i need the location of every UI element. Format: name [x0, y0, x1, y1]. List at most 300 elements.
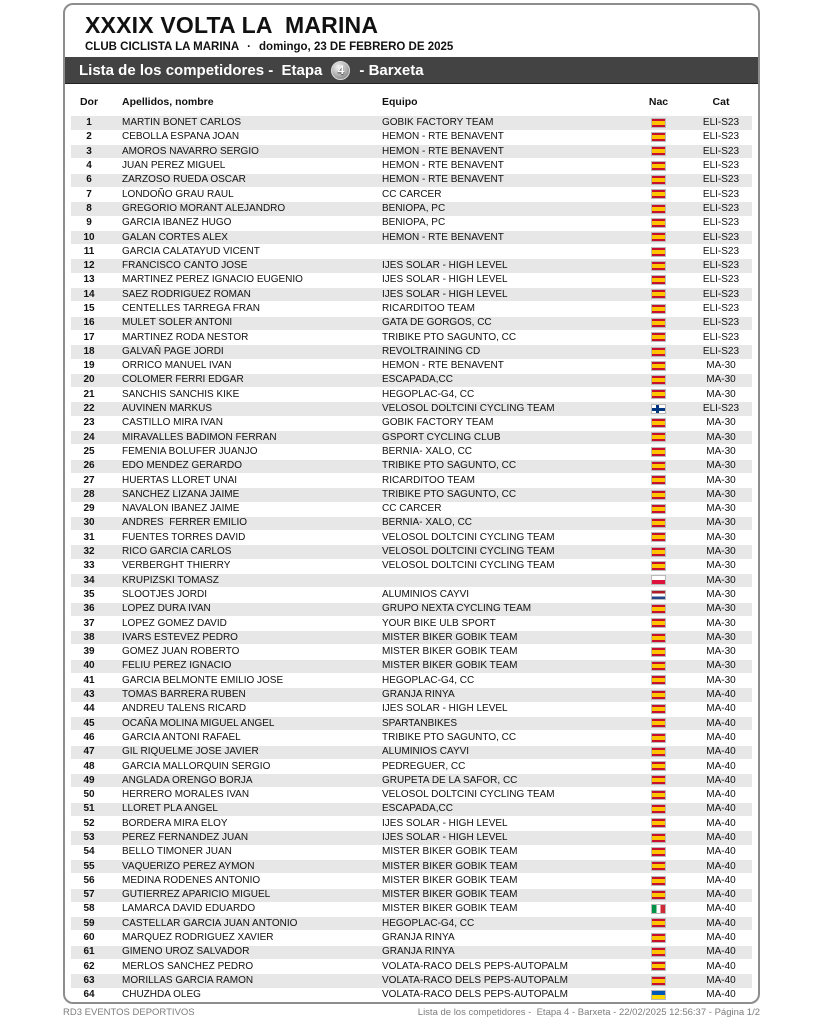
- flag-esp-icon: [651, 347, 666, 357]
- cell-cat: MA-30: [690, 373, 752, 387]
- cell-dor: 3: [71, 145, 107, 159]
- cell-team: VOLATA-RACO DELS PEPS-AUTOPALM: [367, 974, 627, 988]
- cell-name: LOPEZ GOMEZ DAVID: [107, 616, 367, 630]
- table-row: [71, 988, 752, 1002]
- table-row: [71, 688, 752, 702]
- cell-name: MARTINEZ PEREZ IGNACIO EUGENIO: [107, 273, 367, 287]
- cell-cat: MA-30: [690, 645, 752, 659]
- cell-cat: ELI-S23: [690, 288, 752, 302]
- cell-nac: [627, 917, 690, 931]
- table-row: [71, 902, 752, 916]
- cell-dor: 20: [71, 373, 107, 387]
- flag-esp-icon: [651, 461, 666, 471]
- table-row: [71, 130, 752, 144]
- cell-name: GARCIA IBAÑEZ HUGO: [107, 216, 367, 230]
- table-row: [71, 874, 752, 888]
- cell-dor: 41: [71, 674, 107, 688]
- cell-name: LOPEZ DURA IVAN: [107, 602, 367, 616]
- page-footer: [63, 1007, 760, 1018]
- cell-name: FRANCISCO CANTO JOSE: [107, 259, 367, 273]
- flag-ita-icon: [651, 904, 666, 914]
- flag-esp-icon: [651, 704, 666, 714]
- cell-nac: [627, 259, 690, 273]
- table-row: [71, 674, 752, 688]
- table-row: [71, 488, 752, 502]
- cell-team: HEGOPLAC-G4, CC: [367, 388, 627, 402]
- cell-team: BENIOPA, PC: [367, 202, 627, 216]
- cell-team: VELOSOL DOLTCINI CYCLING TEAM: [367, 559, 627, 573]
- cell-name: ANGLADA ORENGO BORJA: [107, 774, 367, 788]
- col-header-name: Apellidos, nombre: [122, 96, 214, 108]
- cell-cat: ELI-S23: [690, 402, 752, 416]
- flag-esp-icon: [651, 747, 666, 757]
- cell-nac: [627, 130, 690, 144]
- flag-esp-icon: [651, 532, 666, 542]
- cell-nac: [627, 960, 690, 974]
- cell-name: CENTELLES TARREGA FRAN: [107, 302, 367, 316]
- cell-nac: [627, 316, 690, 330]
- cell-cat: MA-30: [690, 445, 752, 459]
- flag-esp-icon: [651, 432, 666, 442]
- flag-esp-icon: [651, 161, 666, 171]
- cell-nac: [627, 645, 690, 659]
- flag-esp-icon: [651, 847, 666, 857]
- cell-name: ORRICO MANUEL IVAN: [107, 359, 367, 373]
- cell-nac: [627, 388, 690, 402]
- cell-dor: 61: [71, 945, 107, 959]
- cell-dor: 37: [71, 616, 107, 630]
- club-name: CLUB CICLISTA LA MARINA: [85, 41, 240, 53]
- banner-label-left: Lista de los competidores - Etapa: [79, 61, 323, 79]
- cell-cat: MA-40: [690, 931, 752, 945]
- cell-cat: MA-30: [690, 516, 752, 530]
- cell-team: ALUMINIOS CAYVI: [367, 745, 627, 759]
- cell-dor: 40: [71, 659, 107, 673]
- cell-nac: [627, 459, 690, 473]
- cell-team: HEGOPLAC-G4, CC: [367, 674, 627, 688]
- cell-cat: ELI-S23: [690, 173, 752, 187]
- event-title: XXXIX VOLTA LA MARINA: [85, 12, 379, 38]
- table-row: [71, 230, 752, 244]
- cell-cat: ELI-S23: [690, 130, 752, 144]
- cell-dor: 46: [71, 731, 107, 745]
- flag-esp-icon: [651, 418, 666, 428]
- flag-esp-icon: [651, 690, 666, 700]
- cell-cat: MA-30: [690, 531, 752, 545]
- cell-nac: [627, 202, 690, 216]
- cell-name: GIMENO UROZ SALVADOR: [107, 945, 367, 959]
- table-row: [71, 602, 752, 616]
- table-row: [71, 531, 752, 545]
- flag-esp-icon: [651, 361, 666, 371]
- table-row: [71, 330, 752, 344]
- cell-name: CHUZHDA OLEG: [107, 988, 367, 1002]
- cell-name: SANCHIS SANCHIS KIKE: [107, 388, 367, 402]
- table-row: [71, 616, 752, 630]
- cell-cat: MA-40: [690, 859, 752, 873]
- flag-esp-icon: [651, 332, 666, 342]
- flag-esp-icon: [651, 447, 666, 457]
- cell-name: LONDOÑO GRAU RAUL: [107, 187, 367, 201]
- cell-name: SAEZ RODRIGUEZ ROMAN: [107, 288, 367, 302]
- cell-dor: 12: [71, 259, 107, 273]
- cell-name: JUAN PEREZ MIGUEL: [107, 159, 367, 173]
- cell-cat: MA-30: [690, 416, 752, 430]
- cell-name: GARCIA ANTONI RAFAEL: [107, 731, 367, 745]
- cell-cat: ELI-S23: [690, 187, 752, 201]
- cell-team: GATA DE GORGOS, CC: [367, 316, 627, 330]
- cell-team: MISTER BIKER GOBIK TEAM: [367, 859, 627, 873]
- cell-team: TRIBIKE PTO SAGUNTO, CC: [367, 459, 627, 473]
- cell-name: COLOMER FERRI EDGAR: [107, 373, 367, 387]
- cell-name: TOMAS BARRERA RUBEN: [107, 688, 367, 702]
- cell-name: GUTIERREZ APARICIO MIGUEL: [107, 888, 367, 902]
- table-row: [71, 659, 752, 673]
- table-row: [71, 731, 752, 745]
- cell-dor: 9: [71, 216, 107, 230]
- cell-team: HEMON - RTE BENAVENT: [367, 159, 627, 173]
- cell-team: VELOSOL DOLTCINI CYCLING TEAM: [367, 788, 627, 802]
- table-header-row: [71, 89, 752, 116]
- flag-esp-icon: [651, 775, 666, 785]
- cell-team: HEMON - RTE BENAVENT: [367, 359, 627, 373]
- cell-nac: [627, 945, 690, 959]
- flag-esp-icon: [651, 547, 666, 557]
- cell-cat: MA-40: [690, 817, 752, 831]
- cell-cat: ELI-S23: [690, 216, 752, 230]
- cell-cat: ELI-S23: [690, 316, 752, 330]
- cell-dor: 56: [71, 874, 107, 888]
- table-row: [71, 473, 752, 487]
- table-row: [71, 588, 752, 602]
- table-row: [71, 774, 752, 788]
- table-row: [71, 116, 752, 130]
- cell-cat: ELI-S23: [690, 159, 752, 173]
- flag-esp-icon: [651, 890, 666, 900]
- cell-team: HEMON - RTE BENAVENT: [367, 145, 627, 159]
- cell-name: IVARS ESTEVEZ PEDRO: [107, 631, 367, 645]
- cell-dor: 21: [71, 388, 107, 402]
- cell-nac: [627, 187, 690, 201]
- cell-dor: 24: [71, 431, 107, 445]
- cell-dor: 47: [71, 745, 107, 759]
- cell-team: GRUPO NEXTA CYCLING TEAM: [367, 602, 627, 616]
- cell-name: FEMENIA BOLUFER JUANJO: [107, 445, 367, 459]
- table-row: [71, 960, 752, 974]
- cell-nac: [627, 173, 690, 187]
- cell-cat: ELI-S23: [690, 259, 752, 273]
- cell-nac: [627, 859, 690, 873]
- cell-dor: 45: [71, 716, 107, 730]
- cell-team: VELOSOL DOLTCINI CYCLING TEAM: [367, 402, 627, 416]
- flag-esp-icon: [651, 647, 666, 657]
- cell-cat: MA-40: [690, 960, 752, 974]
- cell-name: MEDINA RODENES ANTONIO: [107, 874, 367, 888]
- cell-cat: MA-40: [690, 759, 752, 773]
- table-row: [71, 359, 752, 373]
- cell-team: ESCAPADA,CC: [367, 373, 627, 387]
- cell-nac: [627, 373, 690, 387]
- cell-nac: [627, 588, 690, 602]
- cell-name: LLORET PLA ANGEL: [107, 802, 367, 816]
- cell-dor: 55: [71, 859, 107, 873]
- stage-number-badge-icon: 4: [331, 61, 350, 80]
- cell-team: IJES SOLAR - HIGH LEVEL: [367, 817, 627, 831]
- flag-esp-icon: [651, 518, 666, 528]
- cell-team: GSPORT CYCLING CLUB: [367, 431, 627, 445]
- cell-name: BORDERA MIRA ELOY: [107, 817, 367, 831]
- flag-esp-icon: [651, 504, 666, 514]
- cell-nac: [627, 845, 690, 859]
- table-row: [71, 859, 752, 873]
- cell-name: MULET SOLER ANTONI: [107, 316, 367, 330]
- cell-nac: [627, 230, 690, 244]
- cell-nac: [627, 359, 690, 373]
- table-row: [71, 645, 752, 659]
- table-row: [71, 345, 752, 359]
- cell-nac: [627, 445, 690, 459]
- flag-esp-icon: [651, 804, 666, 814]
- cell-cat: MA-40: [690, 874, 752, 888]
- flag-esp-icon: [651, 633, 666, 643]
- cell-dor: 17: [71, 330, 107, 344]
- cell-team: GRUPETA DE LA SAFOR, CC: [367, 774, 627, 788]
- cell-dor: 38: [71, 631, 107, 645]
- cell-name: CASTELLAR GARCIA JUAN ANTONIO: [107, 917, 367, 931]
- cell-name: GARCIA CALATAYUD VICENT: [107, 245, 367, 259]
- cell-cat: MA-30: [690, 559, 752, 573]
- cell-dor: 33: [71, 559, 107, 573]
- table-row: [71, 831, 752, 845]
- cell-nac: [627, 674, 690, 688]
- riders-table-wrap: [65, 84, 758, 1003]
- cell-nac: [627, 602, 690, 616]
- cell-name: GREGORIO MORANT ALEJANDRO: [107, 202, 367, 216]
- cell-cat: MA-30: [690, 674, 752, 688]
- cell-team: HEMON - RTE BENAVENT: [367, 130, 627, 144]
- cell-dor: 22: [71, 402, 107, 416]
- table-row: [71, 216, 752, 230]
- flag-esp-icon: [651, 976, 666, 986]
- cell-team: IJES SOLAR - HIGH LEVEL: [367, 259, 627, 273]
- cell-team: CC CARCER: [367, 187, 627, 201]
- flag-esp-icon: [651, 561, 666, 571]
- table-row: [71, 245, 752, 259]
- cell-dor: 32: [71, 545, 107, 559]
- flag-esp-icon: [651, 232, 666, 242]
- cell-cat: MA-40: [690, 917, 752, 931]
- flag-esp-icon: [651, 118, 666, 128]
- cell-dor: 49: [71, 774, 107, 788]
- flag-fin-icon: [651, 404, 666, 414]
- cell-dor: 4: [71, 159, 107, 173]
- col-header-cat: Cat: [712, 96, 730, 108]
- cell-team: BERNIA- XALO, CC: [367, 516, 627, 530]
- cell-dor: 29: [71, 502, 107, 516]
- col-header-team: Equipo: [382, 96, 418, 108]
- cell-cat: MA-30: [690, 659, 752, 673]
- riders-table: [71, 89, 752, 1003]
- cell-name: OCAÑA MOLINA MIGUEL ANGEL: [107, 716, 367, 730]
- cell-name: EDO MENDEZ GERARDO: [107, 459, 367, 473]
- cell-nac: [627, 488, 690, 502]
- table-row: [71, 974, 752, 988]
- table-row: [71, 416, 752, 430]
- cell-dor: 16: [71, 316, 107, 330]
- cell-team: GRANJA RINYA: [367, 931, 627, 945]
- table-row: [71, 159, 752, 173]
- cell-cat: ELI-S23: [690, 330, 752, 344]
- cell-team: RICARDITOO TEAM: [367, 473, 627, 487]
- table-row: [71, 802, 752, 816]
- table-row: [71, 888, 752, 902]
- table-row: [71, 745, 752, 759]
- cell-nac: [627, 431, 690, 445]
- cell-nac: [627, 516, 690, 530]
- cell-dor: 34: [71, 574, 107, 588]
- cell-name: MARTINEZ RODA NESTOR: [107, 330, 367, 344]
- cell-nac: [627, 245, 690, 259]
- cell-name: GOMEZ JUAN ROBERTO: [107, 645, 367, 659]
- flag-esp-icon: [651, 146, 666, 156]
- cell-cat: MA-30: [690, 359, 752, 373]
- cell-dor: 52: [71, 817, 107, 831]
- table-row: [71, 187, 752, 201]
- cell-nac: [627, 345, 690, 359]
- cell-name: PEREZ FERNANDEZ JUAN: [107, 831, 367, 845]
- cell-cat: ELI-S23: [690, 230, 752, 244]
- cell-cat: ELI-S23: [690, 302, 752, 316]
- cell-nac: [627, 531, 690, 545]
- table-row: [71, 445, 752, 459]
- flag-esp-icon: [651, 275, 666, 285]
- cell-cat: MA-40: [690, 774, 752, 788]
- cell-team: IJES SOLAR - HIGH LEVEL: [367, 831, 627, 845]
- cell-nac: [627, 759, 690, 773]
- cell-dor: 10: [71, 230, 107, 244]
- cell-name: FELIU PEREZ IGNACIO: [107, 659, 367, 673]
- flag-esp-icon: [651, 189, 666, 199]
- cell-cat: ELI-S23: [690, 202, 752, 216]
- cell-name: AUVINEN MARKUS: [107, 402, 367, 416]
- cell-name: SLOOTJES JORDI: [107, 588, 367, 602]
- cell-cat: MA-40: [690, 702, 752, 716]
- table-row: [71, 431, 752, 445]
- cell-team: VELOSOL DOLTCINI CYCLING TEAM: [367, 531, 627, 545]
- table-row: [71, 545, 752, 559]
- cell-name: GALAN CORTES ALEX: [107, 230, 367, 244]
- cell-dor: 23: [71, 416, 107, 430]
- cell-name: NAVALON IBAÑEZ JAIME: [107, 502, 367, 516]
- cell-cat: MA-40: [690, 974, 752, 988]
- flag-esp-icon: [651, 375, 666, 385]
- cell-cat: ELI-S23: [690, 245, 752, 259]
- flag-esp-icon: [651, 918, 666, 928]
- cell-name: KRUPIZSKI TOMASZ: [107, 574, 367, 588]
- flag-esp-icon: [651, 132, 666, 142]
- cell-nac: [627, 988, 690, 1002]
- cell-dor: 8: [71, 202, 107, 216]
- cell-cat: MA-30: [690, 545, 752, 559]
- cell-dor: 2: [71, 130, 107, 144]
- riders-tbody: [71, 116, 752, 1002]
- table-row: [71, 273, 752, 287]
- cell-name: MARQUEZ RODRIGUEZ XAVIER: [107, 931, 367, 945]
- cell-nac: [627, 688, 690, 702]
- cell-team: TRIBIKE PTO SAGUNTO, CC: [367, 488, 627, 502]
- cell-nac: [627, 545, 690, 559]
- flag-esp-icon: [651, 475, 666, 485]
- cell-dor: 25: [71, 445, 107, 459]
- cell-dor: 1: [71, 116, 107, 130]
- cell-name: ANDRES FERRER EMILIO: [107, 516, 367, 530]
- cell-nac: [627, 716, 690, 730]
- cell-nac: [627, 273, 690, 287]
- cell-team: ESCAPADA,CC: [367, 802, 627, 816]
- flag-esp-icon: [651, 833, 666, 843]
- cell-dor: 60: [71, 931, 107, 945]
- cell-cat: MA-40: [690, 988, 752, 1002]
- table-row: [71, 945, 752, 959]
- cell-team: IJES SOLAR - HIGH LEVEL: [367, 288, 627, 302]
- cell-team: IJES SOLAR - HIGH LEVEL: [367, 702, 627, 716]
- cell-name: MARTIN BONET CARLOS: [107, 116, 367, 130]
- cell-team: IJES SOLAR - HIGH LEVEL: [367, 273, 627, 287]
- cell-name: LAMARCA DAVID EDUARDO: [107, 902, 367, 916]
- cell-name: GIL RIQUELME JOSE JAVIER: [107, 745, 367, 759]
- cell-cat: MA-30: [690, 502, 752, 516]
- cell-team: CC CARCER: [367, 502, 627, 516]
- cell-team: PEDREGUER, CC: [367, 759, 627, 773]
- cell-nac: [627, 788, 690, 802]
- cell-name: CASTILLO MIRA IVAN: [107, 416, 367, 430]
- cell-nac: [627, 659, 690, 673]
- flag-esp-icon: [651, 304, 666, 314]
- flag-esp-icon: [651, 718, 666, 728]
- flag-esp-icon: [651, 175, 666, 185]
- cell-name: GALVAÑ PAGE JORDI: [107, 345, 367, 359]
- flag-esp-icon: [651, 490, 666, 500]
- cell-dor: 18: [71, 345, 107, 359]
- cell-dor: 26: [71, 459, 107, 473]
- cell-nac: [627, 631, 690, 645]
- cell-dor: 28: [71, 488, 107, 502]
- cell-nac: [627, 745, 690, 759]
- cell-nac: [627, 330, 690, 344]
- table-row: [71, 716, 752, 730]
- cell-team: SPARTANBIKES: [367, 716, 627, 730]
- cell-cat: MA-30: [690, 459, 752, 473]
- cell-cat: MA-30: [690, 488, 752, 502]
- table-row: [71, 702, 752, 716]
- flag-ukr-icon: [651, 990, 666, 1000]
- cell-dor: 6: [71, 173, 107, 187]
- cell-dor: 15: [71, 302, 107, 316]
- table-row: [71, 302, 752, 316]
- cell-cat: MA-30: [690, 388, 752, 402]
- cell-nac: [627, 559, 690, 573]
- cell-cat: MA-40: [690, 688, 752, 702]
- flag-esp-icon: [651, 733, 666, 743]
- cell-cat: MA-40: [690, 731, 752, 745]
- cell-team: MISTER BIKER GOBIK TEAM: [367, 845, 627, 859]
- cell-team: HEMON - RTE BENAVENT: [367, 230, 627, 244]
- cell-nac: [627, 702, 690, 716]
- table-row: [71, 373, 752, 387]
- cell-nac: [627, 731, 690, 745]
- cell-team: GRANJA RINYA: [367, 945, 627, 959]
- cell-dor: 57: [71, 888, 107, 902]
